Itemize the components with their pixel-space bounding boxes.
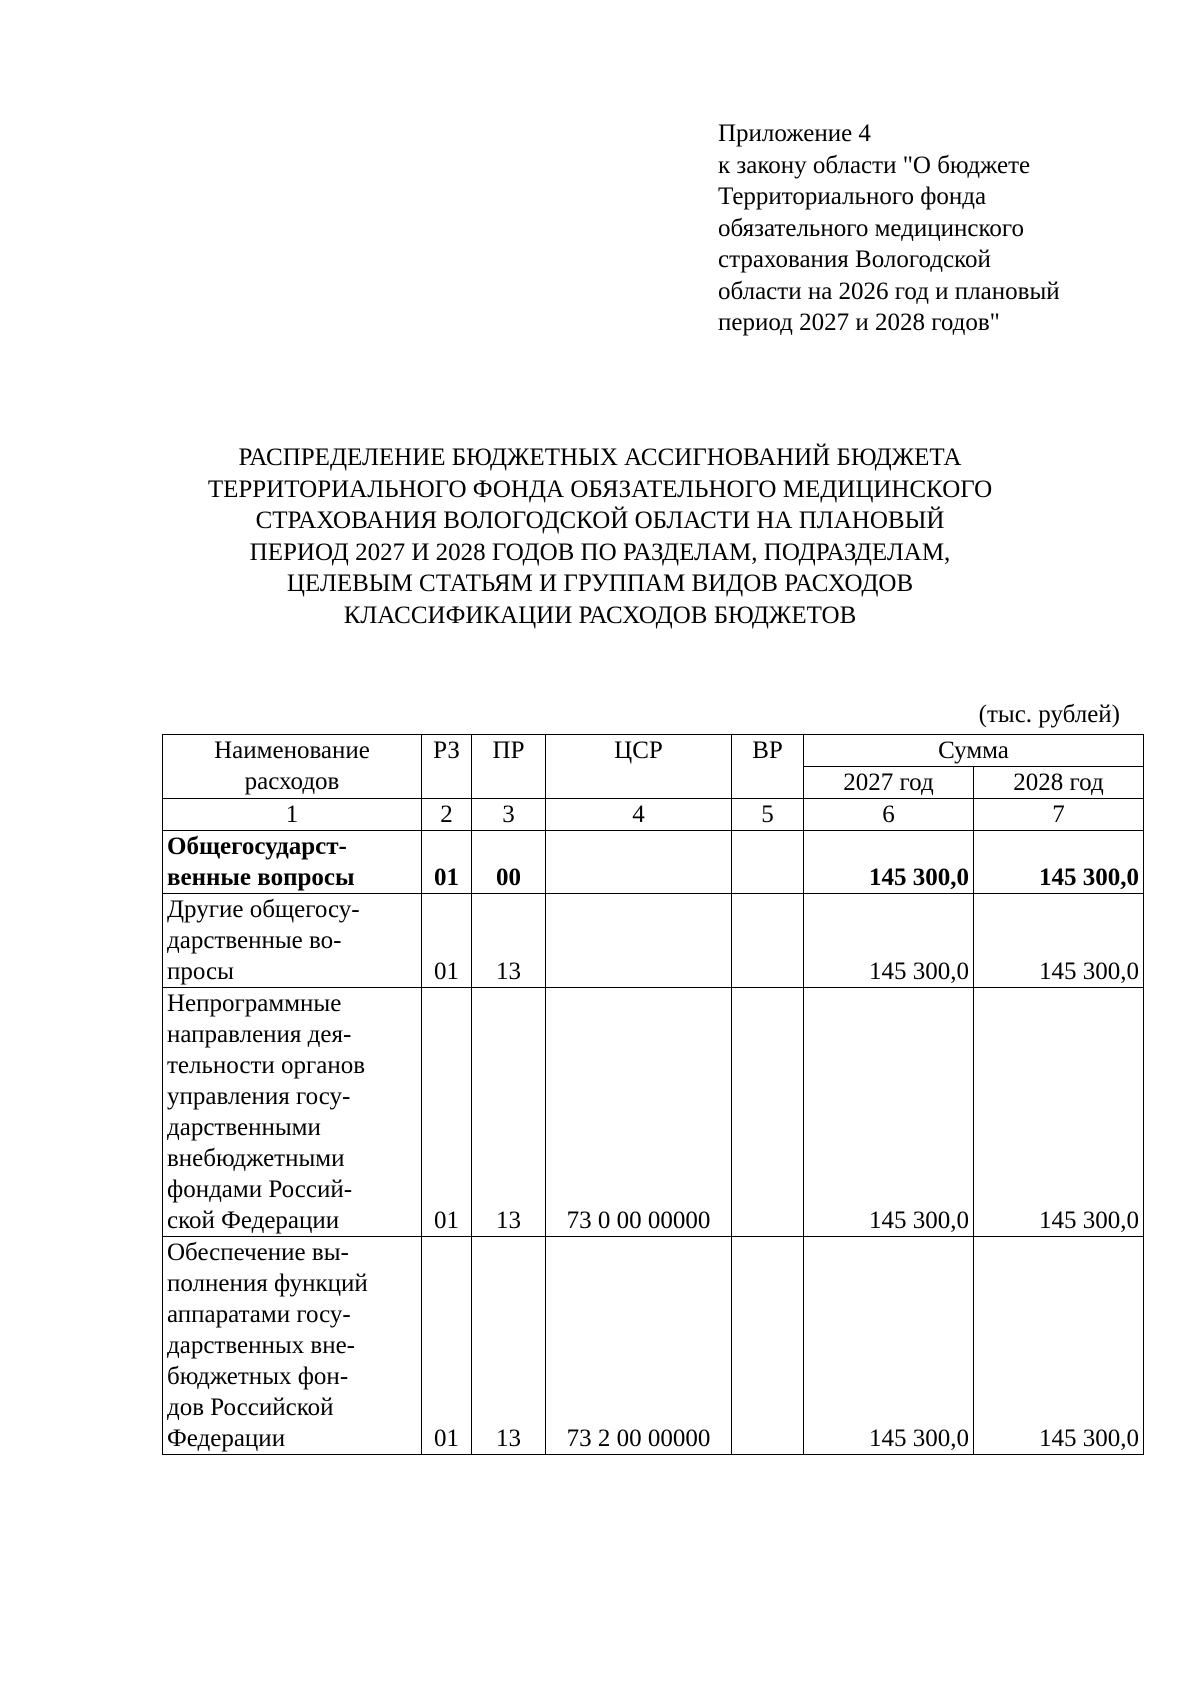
subsection-code: 00: [472, 831, 546, 894]
target-article-code: 73 2 00 00000: [546, 1237, 732, 1455]
expense-name-line: дарственные во-: [167, 927, 342, 954]
expense-name-line: просы: [167, 958, 234, 985]
title-line: ПЕРИОД 2027 И 2028 ГОДОВ ПО РАЗДЕЛАМ, ПОДРАЗДЕЛАМ,: [249, 538, 951, 566]
units-label: (тыс. рублей): [978, 701, 1120, 728]
header-vr: ВР: [732, 735, 804, 799]
expense-type-code: [732, 988, 804, 1237]
expense-type-code: [732, 894, 804, 988]
appendix-line: период 2027 и 2028 годов": [718, 309, 1000, 336]
document-title: [130, 442, 1070, 631]
column-number: 2: [422, 799, 472, 831]
expense-type-code: [732, 831, 804, 894]
header-pr: ПР: [472, 735, 546, 799]
amount-2027: 145 300,0: [804, 894, 974, 988]
expense-name-line: Федерации: [167, 1425, 286, 1452]
section-code: 01: [422, 831, 472, 894]
expense-name-line: тельности органов: [167, 1052, 366, 1079]
appendix-line: страхования Вологодской: [718, 246, 991, 273]
column-number: 3: [472, 799, 546, 831]
subsection-code: 13: [472, 988, 546, 1237]
title-line: ТЕРРИТОРИАЛЬНОГО ФОНДА ОБЯЗАТЕЛЬНОГО МЕДИЦИНСКОГО: [207, 475, 993, 503]
section-code: 01: [422, 988, 472, 1237]
header-sum: Сумма: [804, 735, 1144, 767]
expense-name-cell: [163, 988, 422, 1237]
column-number: 6: [804, 799, 974, 831]
appendix-line: области на 2026 год и плановый: [718, 277, 1060, 305]
table-row: [163, 894, 1144, 988]
expense-name-line: внебюджетными: [167, 1145, 345, 1172]
amount-2028: 145 300,0: [974, 988, 1144, 1237]
table-row: [163, 1237, 1144, 1455]
budget-table: [162, 734, 1144, 1455]
header-name-line: расходов: [244, 768, 340, 795]
subsection-code: 13: [472, 1237, 546, 1455]
amount-2028: 145 300,0: [974, 1237, 1144, 1455]
subsection-code: 13: [472, 894, 546, 988]
expense-name-line: фондами Россий-: [167, 1176, 353, 1203]
amount-2028: 145 300,0: [974, 831, 1144, 894]
appendix-line: Приложение 4: [718, 120, 871, 147]
column-number: 1: [163, 799, 422, 831]
column-number: 4: [546, 799, 732, 831]
expense-type-code: [732, 1237, 804, 1455]
expense-name-line: полнения функций: [167, 1270, 368, 1297]
header-rz: РЗ: [422, 735, 472, 799]
expense-name-line: аппаратами госу-: [167, 1301, 351, 1328]
column-numbers-row: [163, 799, 1144, 831]
expense-name-line: управления госу-: [167, 1083, 351, 1110]
expense-name-cell: [163, 894, 422, 988]
header-row: [163, 735, 1144, 767]
expense-name-line: Непрограммные: [167, 990, 342, 1017]
table-row: [163, 831, 1144, 894]
expense-name-line: Другие общегосу-: [167, 896, 360, 923]
title-line: КЛАССИФИКАЦИИ РАСХОДОВ БЮДЖЕТОВ: [343, 601, 857, 629]
header-name-cell: [163, 735, 422, 799]
amount-2027: 145 300,0: [804, 1237, 974, 1455]
expense-name-line: Общегосударст-: [167, 833, 347, 860]
amount-2028: 145 300,0: [974, 894, 1144, 988]
expense-name-line: бюджетных фон-: [167, 1363, 349, 1390]
table-row: [163, 988, 1144, 1237]
target-article-code: [546, 894, 732, 988]
header-name-line: Наименование: [214, 737, 370, 764]
header-year-2028: 2028 год: [974, 767, 1144, 799]
appendix-line: обязательного медицинского: [718, 214, 1025, 242]
section-code: 01: [422, 1237, 472, 1455]
target-article-code: 73 0 00 00000: [546, 988, 732, 1237]
expense-name-line: ской Федерации: [167, 1207, 340, 1234]
title-line: СТРАХОВАНИЯ ВОЛОГОДСКОЙ ОБЛАСТИ НА ПЛАНОВЫЙ: [255, 507, 945, 534]
appendix-note: [718, 118, 1138, 339]
amount-2027: 145 300,0: [804, 831, 974, 894]
expense-name-line: направления дея-: [167, 1021, 352, 1048]
expense-name-cell: [163, 831, 422, 894]
header-csr: ЦСР: [546, 735, 732, 799]
title-line: РАСПРЕДЕЛЕНИЕ БЮДЖЕТНЫХ АССИГНОВАНИЙ БЮДЖЕТА: [238, 444, 962, 471]
column-number: 5: [732, 799, 804, 831]
target-article-code: [546, 831, 732, 894]
appendix-line: к закону области "О бюджете: [718, 151, 1031, 179]
expense-name-cell: [163, 1237, 422, 1455]
header-year-2027: 2027 год: [804, 767, 974, 799]
expense-name-line: Обеспечение вы-: [167, 1239, 349, 1266]
expense-name-line: дарственных вне-: [167, 1332, 356, 1359]
title-line: ЦЕЛЕВЫМ СТАТЬЯМ И ГРУППАМ ВИДОВ РАСХОДОВ: [286, 570, 914, 597]
expense-name-line: дарственными: [167, 1114, 321, 1141]
table-body: [163, 735, 1144, 1455]
amount-2027: 145 300,0: [804, 988, 974, 1237]
appendix-line: Территориального фонда: [718, 183, 987, 210]
expense-name-line: венные вопросы: [167, 864, 355, 891]
column-number: 7: [974, 799, 1144, 831]
section-code: 01: [422, 894, 472, 988]
expense-name-line: дов Российской: [167, 1394, 334, 1421]
